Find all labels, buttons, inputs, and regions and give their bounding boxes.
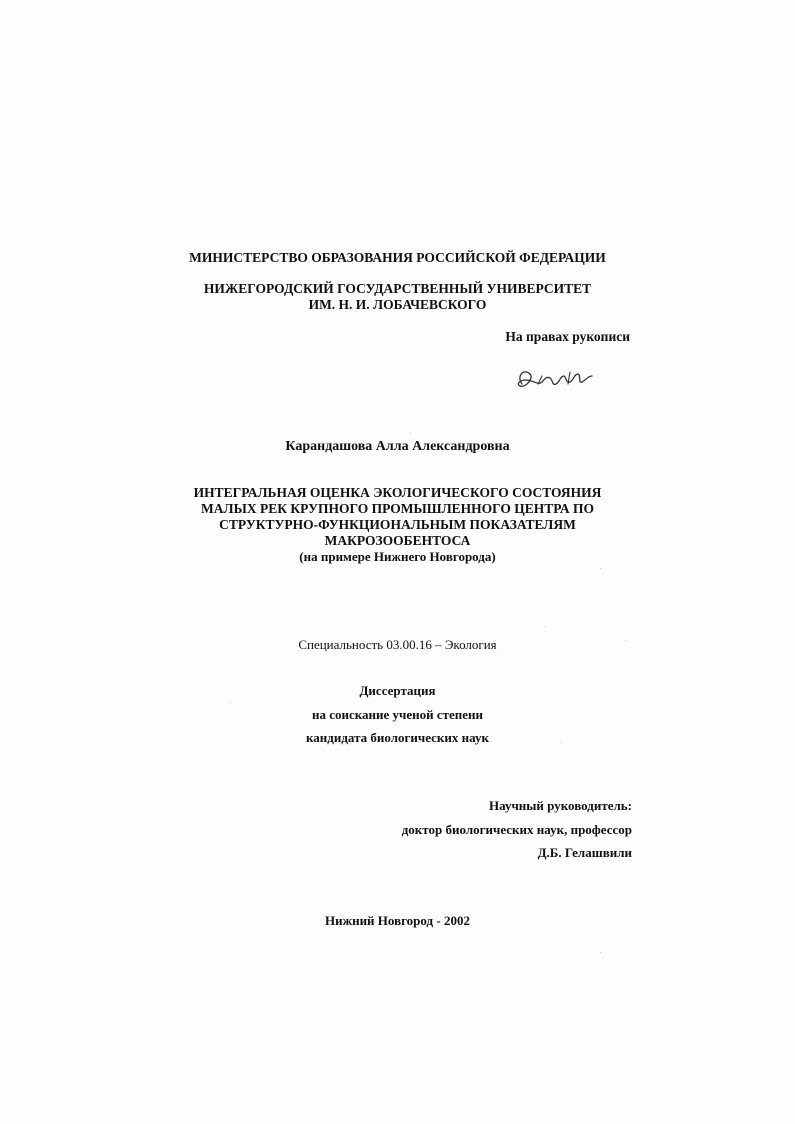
author-name: Карандашова Алла Александровна [285, 439, 510, 454]
author-signature [508, 362, 598, 398]
dissertation-title-line3: СТРУКТУРНО-ФУНКЦИОНАЛЬНЫМ ПОКАЗАТЕЛЯМ [219, 517, 576, 532]
supervisor-label: Научный руководитель: [489, 798, 632, 813]
university-name-line2: ИМ. Н. И. ЛОБАЧЕВСКОГО [308, 297, 487, 312]
manuscript-rights-note: На правах рукописи [505, 329, 630, 344]
supervisor-name: Д.Б. Гелашвили [537, 845, 632, 860]
dissertation-title-line4: МАКРОЗООБЕНТОСА [324, 533, 471, 548]
ministry-heading: МИНИСТЕРСТВО ОБРАЗОВАНИЯ РОССИЙСКОЙ ФЕДЕРАЦИИ [189, 250, 606, 265]
degree-name: кандидата биологических наук [306, 730, 489, 745]
dissertation-subtitle: (на примере Нижнего Новгорода) [299, 549, 496, 564]
university-name-line1: НИЖЕГОРОДСКИЙ ГОСУДАРСТВЕННЫЙ УНИВЕРСИТЕТ [203, 281, 592, 296]
city-year: Нижний Новгород - 2002 [325, 913, 470, 928]
specialty-line: Специальность 03.00.16 – Экология [298, 637, 497, 652]
dissertation-title-line2: МАЛЫХ РЕК КРУПНОГО ПРОМЫШЛЕННОГО ЦЕНТРА ПО [201, 501, 594, 516]
degree-purpose: на соискание ученой степени [311, 707, 484, 722]
dissertation-label: Диссертация [359, 683, 436, 698]
supervisor-degree: доктор биологических наук, профессор [401, 822, 632, 837]
dissertation-title-line1: ИНТЕГРАЛЬНАЯ ОЦЕНКА ЭКОЛОГИЧЕСКОГО СОСТОЯНИЯ [193, 485, 602, 500]
